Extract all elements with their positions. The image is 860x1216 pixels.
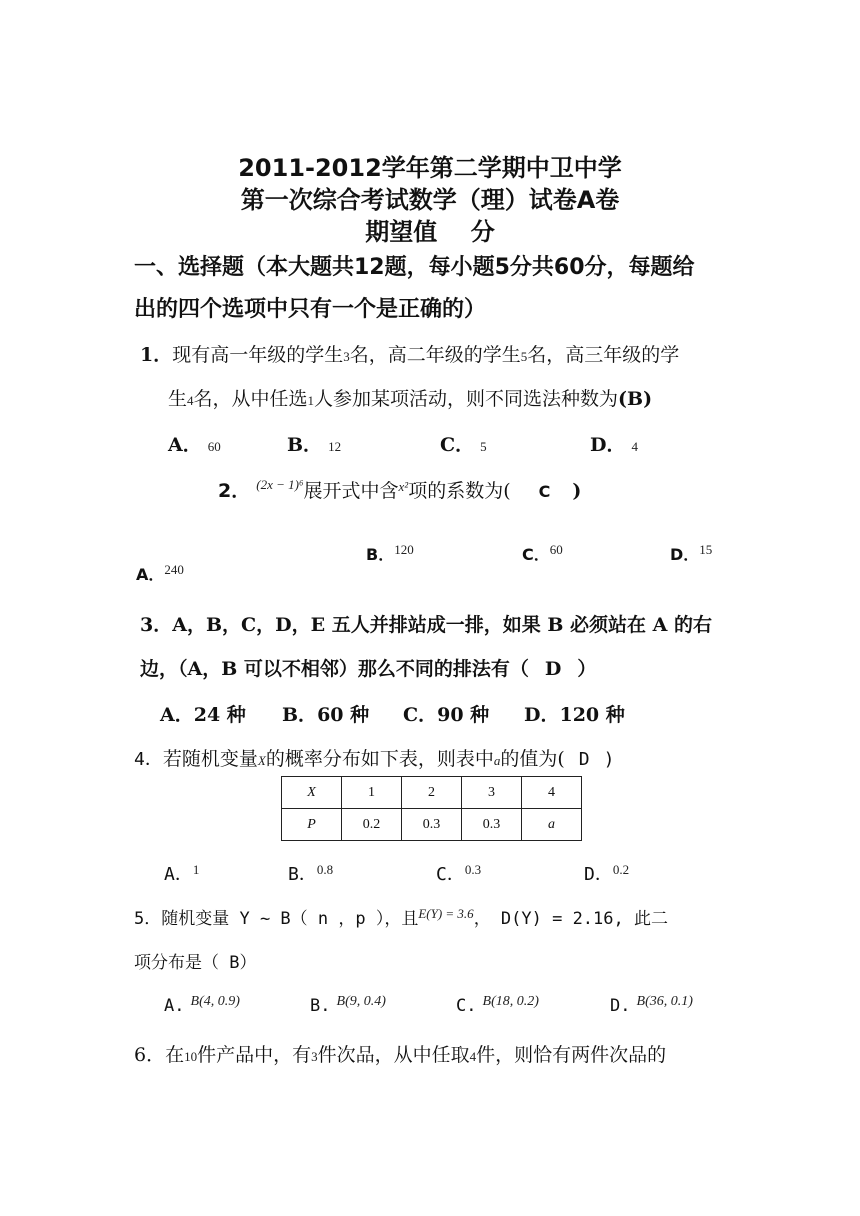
question-1-line2: 生4名，从中任选1人参加某项活动，则不同选法种数为(B) [168,388,653,410]
question-4-line: 4．若随机变量X的概率分布如下表，则表中a的值为( D ) [134,748,615,770]
answer-mark: C [538,482,551,501]
q2-option-d: D．$^{15}$ [670,542,713,564]
table-cell: 4 [522,777,582,809]
answer-mark: D [544,658,562,680]
q5-option-b: B. $^{B(9, 0.4)}$ [310,994,386,1016]
q5-option-d: D. $^{B(36, 0.1)}$ [610,994,693,1016]
expected-score-line: 期望值 分 [365,218,495,246]
exam-title-line2: 第一次综合考试数学（理）试卷A卷 [240,186,620,214]
q4-option-b: B．$^{0.8}$ [288,862,334,885]
question-3-line2: 边，（A，B 可以不相邻）那么不同的排法有（ D ） [140,658,597,680]
q3-option-a: A．24 种 [160,704,246,726]
section-heading-line2: 出的四个选项中只有一个是正确的） [134,297,487,322]
table-cell: 0.3 [402,809,462,841]
q4-option-c: C．$^{0.3}$ [436,862,482,885]
table-row [282,809,582,841]
q1-option-b: B． 12 [287,434,342,456]
q3-option-d: D．120 种 [524,704,625,726]
answer-mark: (B) [618,388,653,410]
question-5-line1: 5．随机变量 Y ~ B（ n ，p ），且$^{E(Y) = 3.6}$， D(Y) = 2.16, 此二 [134,906,668,929]
table-cell: X [282,777,342,809]
table-cell: a [522,809,582,841]
question-number: 1． [140,344,173,366]
question-3-line1: 3．A，B，C，D，E 五人并排站成一排，如果 B 必须站在 A 的右 [140,614,712,636]
table-cell: 0.3 [462,809,522,841]
q3-option-b: B．60 种 [282,704,370,726]
question-1-line1: 1．现有高一年级的学生3名，高二年级的学生5名，高三年级的学 [140,344,680,366]
answer-mark: D [578,749,590,770]
table-cell: 2 [402,777,462,809]
table-cell: P [282,809,342,841]
q2-option-b: B．$^{120}$ [366,542,414,564]
question-6-line1: 6．在10件产品中，有3件次品，从中任取4件，则恰有两件次品的 [134,1044,667,1066]
table-row [282,777,582,809]
binomial-expression: (2x − 1)⁶ [256,477,304,492]
q3-option-c: C．90 种 [403,704,490,726]
probability-distribution-table [281,776,582,841]
q2-option-c: C．$^{60}$ [522,542,563,564]
table-cell: 1 [342,777,402,809]
q5-option-a: A. $^{B(4, 0.9)}$ [164,994,240,1016]
section-heading-line1: 一、选择题（本大题共12题，每小题5分共60分，每题给 [134,255,695,280]
expectation-expression: E(Y) = 3.6 [418,906,474,921]
q4-option-d: D．$^{0.2}$ [584,862,630,885]
table-cell: 3 [462,777,522,809]
question-2-line: 2． $^{(2x - 1)^6}$展开式中含$^{x^2}$项的系数为( C ) [218,477,582,502]
table-cell: 0.2 [342,809,402,841]
exam-title-line1: 2011-2012学年第二学期中卫中学 [238,154,622,182]
question-5-line2: 项分布是（ B） [134,953,257,973]
q1-option-a: A． 60 [168,434,221,456]
q1-option-d: D． 4 [590,434,639,456]
q4-option-a: A．$^1$ [164,862,200,885]
q2-option-a: A．$^{240}$ [136,562,184,584]
q5-option-c: C. $^{B(18, 0.2)}$ [456,994,539,1016]
q1-option-c: C． 5 [440,434,487,456]
